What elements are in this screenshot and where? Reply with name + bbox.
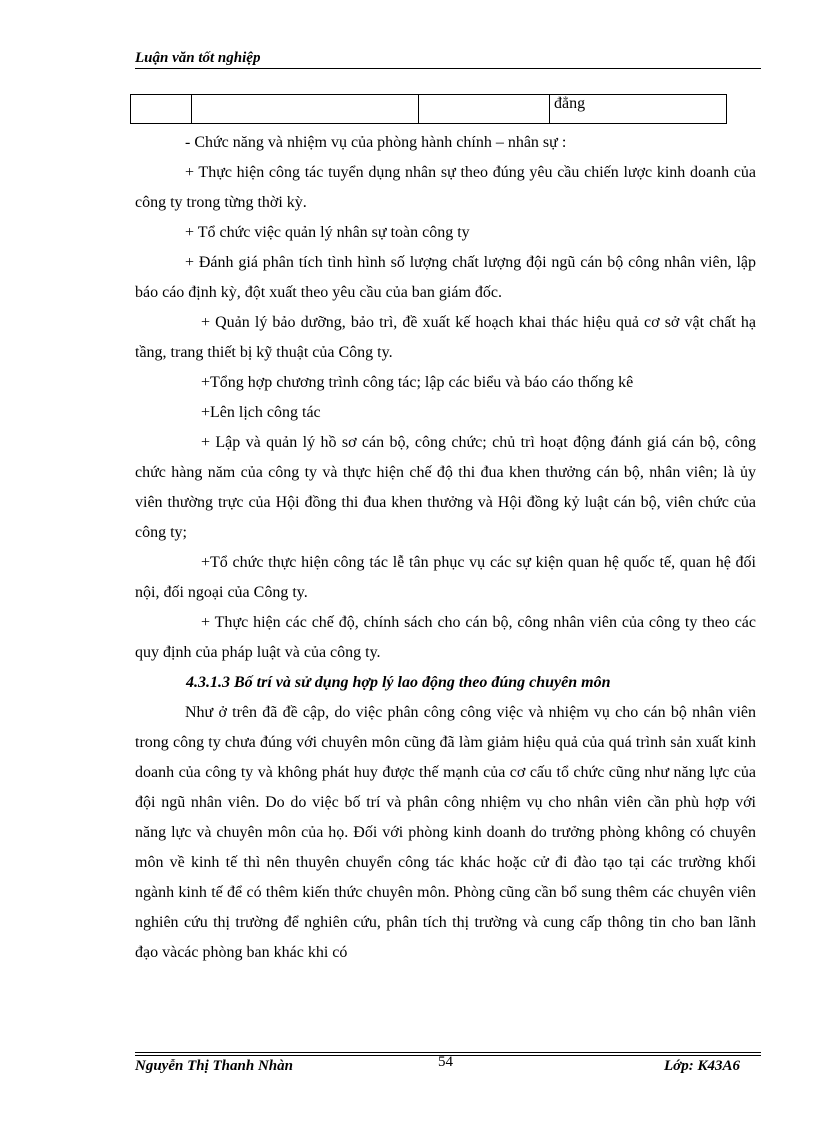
paragraph: + Đánh giá phân tích tình hình số lượng chất lượng đội ngũ cán bộ công nhân viên, lập báo cáo định kỳ, đột xuất theo yêu cầu của ban giám đốc. xyxy=(135,254,756,301)
paragraph: + Quản lý bảo dưỡng, bảo trì, đề xuất kế hoạch khai thác hiệu quả cơ sở vật chất hạ tầng, trang thiết bị kỹ thuật của Công ty. xyxy=(135,314,756,361)
running-header-title: Luận văn tốt nghiệp xyxy=(135,50,261,66)
table-fragment xyxy=(130,94,727,124)
paragraph: +Lên lịch công tác xyxy=(201,404,321,421)
paragraph: + Tổ chức việc quản lý nhân sự toàn công ty xyxy=(185,224,470,241)
footer-class-label: Lớp: K43A6 xyxy=(664,1058,740,1074)
paragraph: + Thực hiện các chế độ, chính sách cho cán bộ, công nhân viên của công ty theo các quy định của pháp luật và của công ty. xyxy=(135,614,756,661)
paragraph: - Chức năng và nhiệm vụ của phòng hành chính – nhân sự : xyxy=(185,134,567,151)
table-cell: đẳng xyxy=(550,95,727,124)
table-row xyxy=(131,95,727,124)
paragraph: + Lập và quản lý hồ sơ cán bộ, công chức; chủ trì hoạt động đánh giá cán bộ, công chức hàng năm của công ty và thực hiện chế độ thi đua khen thưởng cán bộ, nhân viên; là ủy viên thường trực của Hội đồng thi đua khen thưởng và Hội đồng kỷ luật cán bộ, viên chức của công ty; xyxy=(135,434,756,541)
section-body-paragraph: Như ở trên đã đề cập, do việc phân công công việc và nhiệm vụ cho cán bộ nhân viên trong công ty chưa đúng với chuyên môn cũng đã làm giảm hiệu quả của quá trình sản xuất kinh doanh của công ty và không phát huy được thế mạnh của cơ cấu tổ chức cũng như năng lực của đội ngũ nhân viên. Do do việc bố trí và phân công nhiệm vụ cho nhân viên cần phù hợp với năng lực và chuyên môn của họ. Đối với phòng kinh doanh do trưởng phòng không có chuyên môn về kinh tế thì nên thuyên chuyển công tác khác hoặc cử đi đào tạo tại các trường khối ngành kinh tế để có thêm kiến thức chuyên môn. Phòng cũng cần bổ sung thêm các chuyên viên nghiên cứu thị trường để nghiên cứu, phân tích thị trường và cung cấp thông tin cho ban lãnh đạo vàcác phòng ban khác khi có xyxy=(135,704,756,961)
body-content xyxy=(135,128,756,968)
header-rule xyxy=(135,68,761,69)
page-number: 54 xyxy=(438,1054,453,1070)
section-heading: 4.3.1.3 Bố trí và sử dụng hợp lý lao động theo đúng chuyên môn xyxy=(186,674,611,691)
footer-rule xyxy=(135,1052,761,1053)
table-cell xyxy=(131,95,192,124)
footer-author: Nguyễn Thị Thanh Nhàn xyxy=(135,1058,293,1074)
table-cell xyxy=(419,95,550,124)
paragraph: + Thực hiện công tác tuyển dụng nhân sự theo đúng yêu cầu chiến lược kinh doanh của công ty trong từng thời kỳ. xyxy=(135,164,756,211)
paragraph: +Tổng hợp chương trình công tác; lập các biểu và báo cáo thống kê xyxy=(201,374,634,391)
table-cell xyxy=(192,95,419,124)
paragraph: +Tổ chức thực hiện công tác lễ tân phục vụ các sự kiện quan hệ quốc tế, quan hệ đối nội, đối ngoại của Công ty. xyxy=(135,554,756,601)
